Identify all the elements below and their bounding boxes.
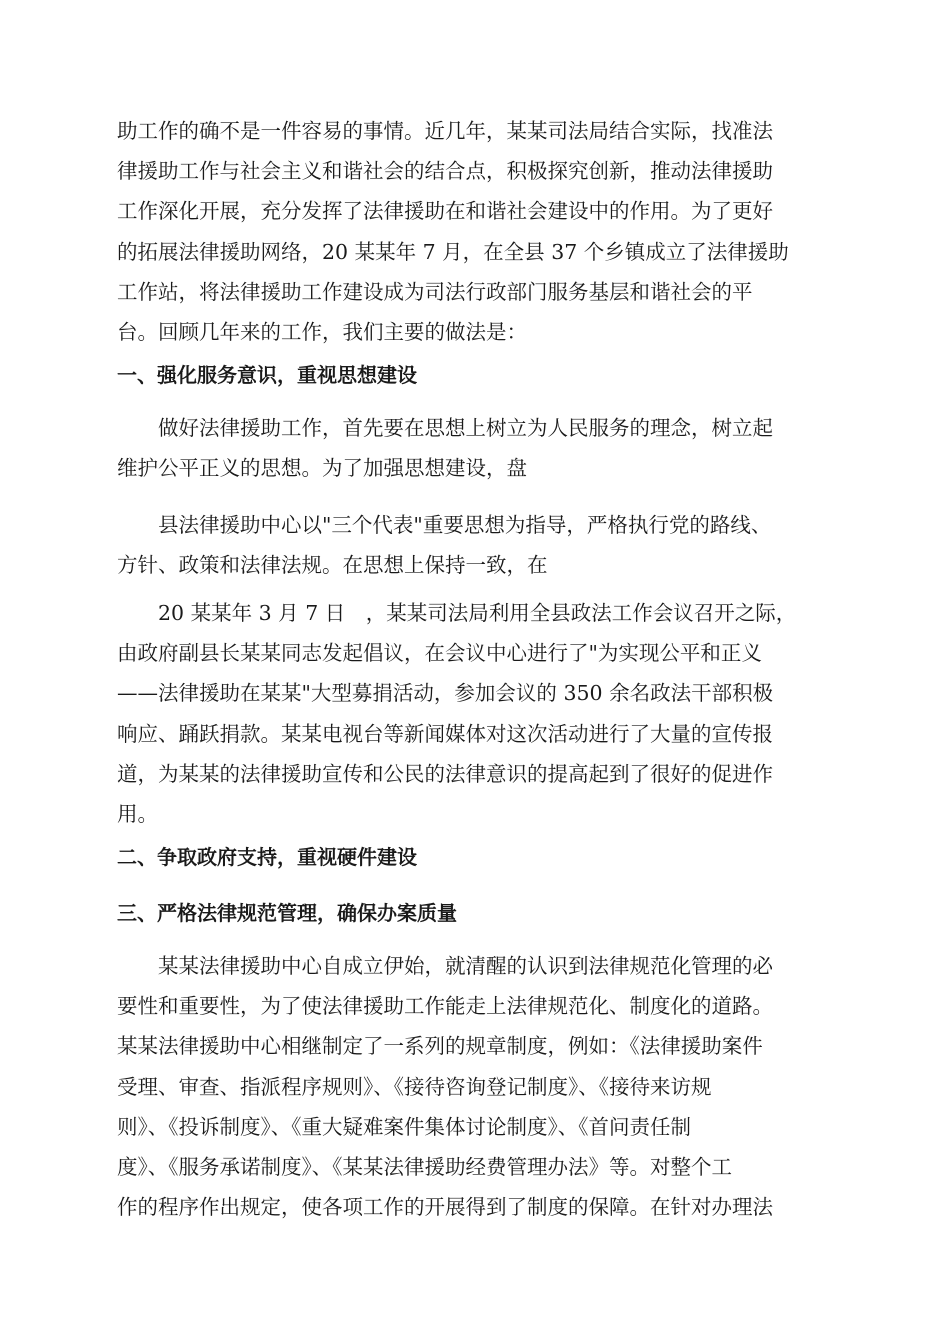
text-line: 作的程序作出规定，使各项工作的开展得到了制度的保障。在针对办理法 bbox=[117, 1195, 773, 1220]
section-heading-1: 一、强化服务意识，重视思想建设 bbox=[117, 363, 417, 387]
text-line: 道，为某某的法律援助宣传和公民的法律意识的提高起到了很好的促进作 bbox=[117, 761, 773, 786]
text-line: 由政府副县长某某同志发起倡议，在会议中心进行了"为实现公平和正义 bbox=[117, 641, 762, 666]
text-line: 要性和重要性，为了使法律援助工作能走上法律规范化、制度化的道路。 bbox=[117, 994, 773, 1019]
section-heading-3: 三、严格法律规范管理，确保办案质量 bbox=[117, 901, 457, 925]
text-line: ——法律援助在某某"大型募捐活动，参加会议的 350 余名政法干部积极 bbox=[117, 681, 774, 706]
text-line: 的拓展法律援助网络，20 某某年 7 月，在全县 37 个乡镇成立了法律援助 bbox=[117, 239, 789, 264]
text-line: 台。回顾几年来的工作，我们主要的做法是： bbox=[117, 320, 527, 345]
paragraph-fundraising bbox=[117, 593, 833, 834]
text-line: 用。 bbox=[117, 802, 158, 827]
text-line: 县法律援助中心以"三个代表"重要思想为指导，严格执行党的路线、 bbox=[117, 513, 772, 537]
text-line: 则》、《投诉制度》、《重大疑难案件集体讨论制度》、《首问责任制 bbox=[117, 1114, 691, 1139]
paragraph-thought-building bbox=[117, 408, 833, 488]
paragraph-guidance bbox=[117, 505, 833, 585]
text-line: 做好法律援助工作，首先要在思想上树立为人民服务的理念，树立起 bbox=[117, 416, 773, 440]
paragraph-regulations bbox=[117, 946, 833, 1227]
text-line: 度》、《服务承诺制度》、《某某法律援助经费管理办法》等。对整个工 bbox=[117, 1155, 732, 1180]
text-line: 响应、踊跃捐款。某某电视台等新闻媒体对这次活动进行了大量的宣传报 bbox=[117, 721, 773, 746]
text-line: 助工作的确不是一件容易的事情。近几年，某某司法局结合实际，找准法 bbox=[117, 119, 773, 143]
section-heading-2: 二、争取政府支持，重视硬件建设 bbox=[117, 845, 417, 869]
text-line: 律援助工作与社会主义和谐社会的结合点，积极探究创新，推动法律援助 bbox=[117, 159, 773, 184]
paragraph-intro bbox=[117, 111, 833, 352]
text-line: 工作深化开展，充分发挥了法律援助在和谐社会建设中的作用。为了更好 bbox=[117, 199, 773, 224]
text-line: 受理、审查、指派程序规则》、《接待咨询登记制度》、《接待来访规 bbox=[117, 1074, 712, 1099]
text-line: 某某法律援助中心相继制定了一系列的规章制度，例如：《法律援助案件 bbox=[117, 1034, 763, 1059]
text-line: 某某法律援助中心自成立伊始，就清醒的认识到法律规范化管理的必 bbox=[117, 954, 773, 978]
text-line: 方针、政策和法律法规。在思想上保持一致，在 bbox=[117, 553, 548, 578]
text-line: 维护公平正义的思想。为了加强思想建设，盘 bbox=[117, 456, 527, 481]
text-line: 20 某某年 3 月 7 日 ，某某司法局利用全县政法工作会议召开之际， bbox=[117, 601, 797, 625]
text-line: 工作站，将法律援助工作建设成为司法行政部门服务基层和谐社会的平 bbox=[117, 279, 753, 304]
